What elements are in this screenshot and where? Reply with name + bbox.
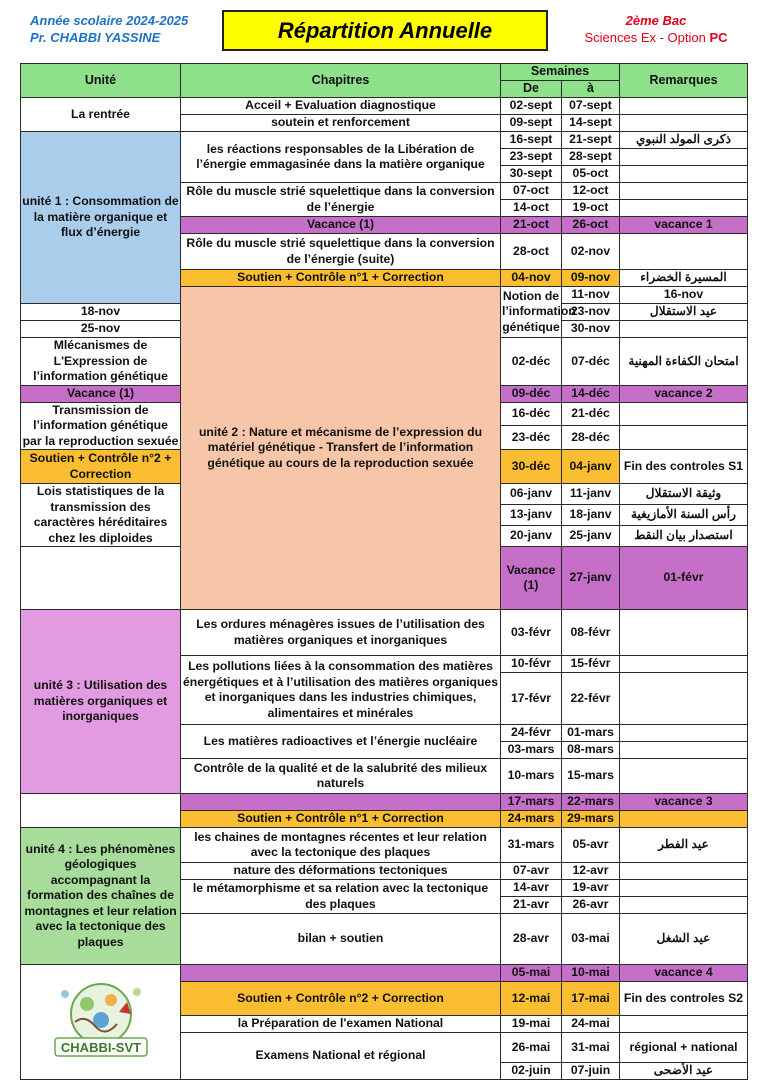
date-from: 14-oct — [501, 200, 562, 217]
date-to: 15-mars — [562, 759, 620, 794]
date-to: 07-sept — [562, 98, 620, 115]
col-remarques: Remarques — [620, 64, 748, 98]
unit-cell-empty — [21, 794, 181, 828]
date-to: 10-mai — [562, 965, 620, 982]
table-row — [21, 610, 748, 656]
chabbi-svt-logo — [45, 974, 157, 1070]
date-from: 23-déc — [501, 426, 562, 450]
date-from: 26-mai — [501, 1033, 562, 1063]
date-to: 26-avr — [562, 897, 620, 914]
date-to: 31-mai — [562, 1033, 620, 1063]
chapter-cell: nature des déformations tectoniques — [181, 863, 501, 880]
date-from: 13-janv — [501, 505, 562, 526]
school-year: Année scolaire 2024-2025 — [30, 13, 189, 28]
date-from: 17-mars — [501, 794, 562, 811]
remark-cell: vacance 2 — [620, 385, 748, 402]
date-to: 03-mai — [562, 914, 620, 965]
table-row — [21, 794, 748, 811]
remark-cell: المسيرة الخضراء — [620, 270, 748, 287]
remark-cell — [620, 149, 748, 166]
date-to: 04-janv — [562, 450, 620, 484]
remark-cell — [620, 98, 748, 115]
chapter-cell: bilan + soutien — [181, 914, 501, 965]
date-to: 28-déc — [562, 426, 620, 450]
date-from: 11-nov — [562, 287, 620, 304]
date-from: 28-oct — [501, 234, 562, 270]
date-to: 09-nov — [562, 270, 620, 287]
remark-cell — [620, 426, 748, 450]
date-to: 30-nov — [562, 321, 620, 338]
remark-cell — [620, 742, 748, 759]
date-to: 29-mars — [562, 811, 620, 828]
remark-cell: régional + national — [620, 1033, 748, 1063]
date-to: 22-mars — [562, 794, 620, 811]
remark-cell — [620, 811, 748, 828]
chapter-cell — [181, 794, 501, 811]
remark-cell — [620, 656, 748, 673]
date-to: 15-févr — [562, 656, 620, 673]
header-left — [30, 12, 188, 46]
chapter-cell: Vacance (1) — [501, 547, 562, 610]
chapter-cell: Soutien + Contrôle n°2 + Correction — [181, 982, 501, 1016]
remark-cell — [620, 200, 748, 217]
date-from: 04-nov — [501, 270, 562, 287]
remark-cell — [620, 880, 748, 897]
col-de: De — [501, 81, 562, 98]
level-label: 2ème Bac — [625, 13, 687, 28]
remark-cell: Fin des controles S1 — [620, 450, 748, 484]
date-from: 24-févr — [501, 725, 562, 742]
date-from: 03-mars — [501, 742, 562, 759]
date-to: 19-oct — [562, 200, 620, 217]
date-to: 17-mai — [562, 982, 620, 1016]
date-to: 01-mars — [562, 725, 620, 742]
date-to: 01-févr — [620, 547, 748, 610]
date-from: 05-mai — [501, 965, 562, 982]
unit-cell-3: unité 3 : Utilisation des matières organiques et inorganiques — [21, 610, 181, 794]
date-from: 09-déc — [501, 385, 562, 402]
page-title: Répartition Annuelle — [222, 10, 548, 51]
remark-cell — [620, 183, 748, 200]
date-from: 14-avr — [501, 880, 562, 897]
remark-cell: vacance 3 — [620, 794, 748, 811]
date-to: 26-oct — [562, 217, 620, 234]
unit-cell-empty — [21, 547, 181, 610]
date-to: 21-sept — [562, 132, 620, 149]
remark-cell — [620, 610, 748, 656]
chapter-cell: soutein et renforcement — [181, 115, 501, 132]
schedule-table — [20, 63, 748, 1080]
remark-cell: وثيقة الاستقلال — [620, 484, 748, 505]
date-from: 21-avr — [501, 897, 562, 914]
date-to: 18-janv — [562, 505, 620, 526]
date-to: 22-févr — [562, 673, 620, 725]
date-to: 07-déc — [562, 338, 620, 386]
unit-cell-2: unité 2 : Nature et mécanisme de l’expression du matériel génétique - Transfert de l’information génétique au cours de la reproduction sexuée — [181, 287, 501, 610]
date-to: 19-avr — [562, 880, 620, 897]
date-to: 14-sept — [562, 115, 620, 132]
remark-cell — [620, 759, 748, 794]
remark-cell: استصدار بيان النقط — [620, 526, 748, 547]
date-to: 23-nov — [562, 304, 620, 321]
date-from: 19-mai — [501, 1016, 562, 1033]
date-to: 05-avr — [562, 828, 620, 863]
remark-cell: vacance 4 — [620, 965, 748, 982]
chapter-cell: Transmission de l’information génétique par la reproduction sexuée — [21, 402, 181, 450]
table-row — [21, 98, 748, 115]
date-from: 31-mars — [501, 828, 562, 863]
remark-cell — [620, 402, 748, 426]
chapter-cell: le métamorphisme et sa relation avec la tectonique des plaques — [181, 880, 501, 914]
remark-cell: امتحان الكفاءة المهنية — [620, 338, 748, 386]
date-from: 07-avr — [501, 863, 562, 880]
date-to: 08-mars — [562, 742, 620, 759]
chapter-cell: les chaines de montagnes récentes et leur relation avec la tectonique des plaques — [181, 828, 501, 863]
date-to: 12-avr — [562, 863, 620, 880]
remark-cell: عيد الشغل — [620, 914, 748, 965]
table-row — [21, 965, 748, 982]
table-row — [21, 132, 748, 149]
chapter-cell: Examens National et régional — [181, 1033, 501, 1080]
remark-cell — [620, 673, 748, 725]
chapter-cell: la Préparation de l'examen National — [181, 1016, 501, 1033]
col-unite: Unité — [21, 64, 181, 98]
logo-cell — [21, 965, 181, 1080]
date-from: 12-mai — [501, 982, 562, 1016]
date-from: 17-févr — [501, 673, 562, 725]
date-to: 05-oct — [562, 166, 620, 183]
date-from: 28-avr — [501, 914, 562, 965]
chapter-cell: Notion de l’information génétique — [501, 287, 562, 338]
unit-cell-1: unité 1 : Consommation de la matière organique et flux d’énergie — [21, 132, 181, 304]
chapter-cell — [181, 965, 501, 982]
date-from: 27-janv — [562, 547, 620, 610]
remark-cell — [620, 234, 748, 270]
chapter-cell: Vacance (1) — [21, 385, 181, 402]
date-from: 20-janv — [501, 526, 562, 547]
col-a: à — [562, 81, 620, 98]
chapter-cell: Contrôle de la qualité et de la salubrité des milieux naturels — [181, 759, 501, 794]
date-from: 16-sept — [501, 132, 562, 149]
chapter-cell: Les matières radioactives et l’énergie nucléaire — [181, 725, 501, 759]
option-text: PC — [709, 30, 728, 45]
chapter-cell: Soutien + Contrôle n°2 + Correction — [21, 450, 181, 484]
date-from: 03-févr — [501, 610, 562, 656]
remark-cell: عيد الأضحى — [620, 1063, 748, 1080]
chapter-cell: Acceil + Evaluation diagnostique — [181, 98, 501, 115]
chapter-cell: Les pollutions liées à la consommation des matières énergétiques et à l’utilisation des matières organiques et inorganiques dans les industries chimiques, alimentaires et minérales — [181, 656, 501, 725]
date-to: 28-sept — [562, 149, 620, 166]
date-from: 23-sept — [501, 149, 562, 166]
chapter-cell: Mlécanismes de L'Expression de l’information génétique — [21, 338, 181, 386]
logo-text: CHABBI-SVT — [60, 1040, 141, 1055]
chapter-cell: Rôle du muscle strié squelettique dans la conversion de l’énergie — [181, 183, 501, 217]
remark-cell: رأس السنة الأمازيغية — [620, 505, 748, 526]
table-row — [21, 828, 748, 863]
remark-cell — [620, 115, 748, 132]
chapter-cell: Les ordures ménagères issues de l’utilisation des matières organiques et inorganiques — [181, 610, 501, 656]
date-to: 25-janv — [562, 526, 620, 547]
remark-cell: عيد الفطر — [620, 828, 748, 863]
date-from: 06-janv — [501, 484, 562, 505]
date-to: 24-mai — [562, 1016, 620, 1033]
remark-cell — [620, 863, 748, 880]
stream-label — [556, 29, 756, 46]
chapter-cell: Soutien + Contrôle n°1 + Correction — [181, 811, 501, 828]
remark-cell — [620, 166, 748, 183]
remark-cell — [620, 1016, 748, 1033]
date-to: 07-juin — [562, 1063, 620, 1080]
header-row — [21, 64, 748, 81]
date-from: 25-nov — [21, 321, 181, 338]
date-to: 21-déc — [562, 402, 620, 426]
date-to: 14-déc — [562, 385, 620, 402]
date-from: 21-oct — [501, 217, 562, 234]
col-chapitres: Chapitres — [181, 64, 501, 98]
chapter-cell: Soutien + Contrôle n°1 + Correction — [181, 270, 501, 287]
remark-cell: Fin des controles S2 — [620, 982, 748, 1016]
date-to: 08-févr — [562, 610, 620, 656]
chapter-cell: Rôle du muscle strié squelettique dans la conversion de l’énergie (suite) — [181, 234, 501, 270]
date-from: 30-sept — [501, 166, 562, 183]
remark-cell: ذكرى المولد النبوي — [620, 132, 748, 149]
date-from: 02-sept — [501, 98, 562, 115]
date-from: 09-sept — [501, 115, 562, 132]
teacher-name: Pr. CHABBI YASSINE — [30, 30, 161, 45]
date-to: 16-nov — [620, 287, 748, 304]
header-right — [556, 12, 756, 46]
date-from: 02-déc — [501, 338, 562, 386]
stream-text: Sciences Ex - Option — [584, 30, 706, 45]
chapter-cell: Vacance (1) — [181, 217, 501, 234]
date-from: 30-déc — [501, 450, 562, 484]
date-from: 24-mars — [501, 811, 562, 828]
date-from: 02-juin — [501, 1063, 562, 1080]
remark-cell — [620, 725, 748, 742]
remark-cell: عيد الاستقلال — [620, 304, 748, 321]
remark-cell — [620, 897, 748, 914]
date-to: 02-nov — [562, 234, 620, 270]
date-from: 10-févr — [501, 656, 562, 673]
unit-cell-4: unité 4 : Les phénomènes géologiques accompagnant la formation des chaînes de montagnes et leur relation avec la tectonique des plaques — [21, 828, 181, 965]
chapter-cell: Lois statistiques de la transmission des caractères héréditaires chez les diploides — [21, 484, 181, 547]
date-to: 11-janv — [562, 484, 620, 505]
date-from: 07-oct — [501, 183, 562, 200]
date-from: 16-déc — [501, 402, 562, 426]
chapter-cell: les réactions responsables de la Libération de l’énergie emmagasinée dans la matière organique — [181, 132, 501, 183]
date-to: 12-oct — [562, 183, 620, 200]
date-from: 10-mars — [501, 759, 562, 794]
remark-cell — [620, 321, 748, 338]
remark-cell: vacance 1 — [620, 217, 748, 234]
col-semaines: Semaines — [501, 64, 620, 81]
date-from: 18-nov — [21, 304, 181, 321]
unit-cell-rentree: La rentrée — [21, 98, 181, 132]
